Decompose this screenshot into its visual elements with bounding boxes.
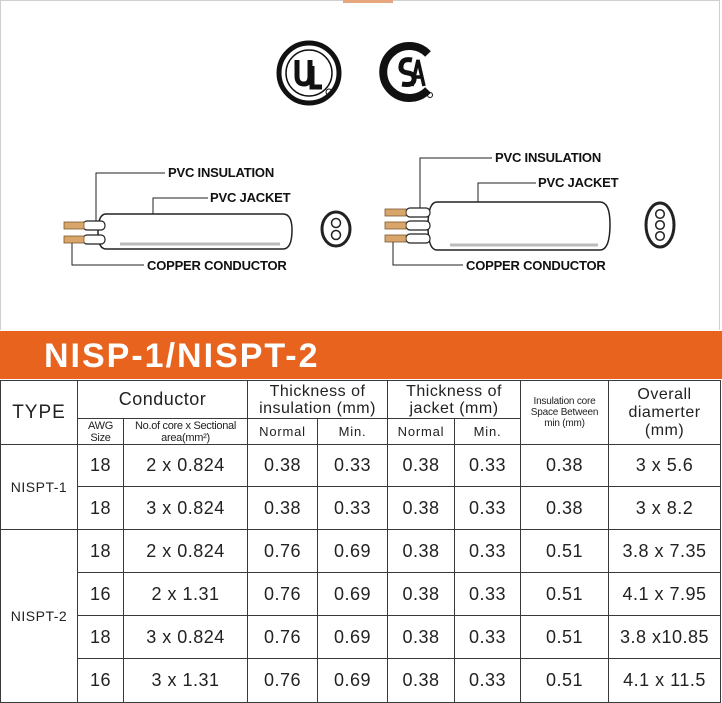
header-awg-line1: AWG <box>88 419 113 432</box>
cell-ins-min: 0.33 <box>318 445 388 487</box>
label-pvc-insulation-left: PVC INSULATION <box>168 165 275 180</box>
header-insulation-min: Min. <box>318 419 388 445</box>
banner-title: NISP-1/NISPT-2 <box>44 337 320 375</box>
cell-ins-normal: 0.38 <box>248 487 318 530</box>
table-row <box>1 573 721 616</box>
header-awg-line2: Size <box>90 431 111 444</box>
spec-table <box>0 380 721 703</box>
cell-jac-min: 0.33 <box>455 616 521 659</box>
cell-jac-min: 0.33 <box>455 487 521 530</box>
cell-jac-normal: 0.38 <box>388 530 455 573</box>
header-space-line2: Space Between <box>530 407 599 418</box>
cell-space: 0.38 <box>521 487 609 530</box>
cell-awg: 18 <box>78 616 124 659</box>
header-overall-line3: (mm) <box>644 421 685 439</box>
header-overall-line1: Overall <box>637 385 692 403</box>
cell-ins-normal: 0.76 <box>248 659 318 703</box>
cell-space: 0.51 <box>521 659 609 703</box>
header-insulation-thickness <box>248 381 388 419</box>
cell-ins-normal: 0.76 <box>248 616 318 659</box>
cell-awg: 16 <box>78 659 124 703</box>
header-jacket-thickness <box>388 381 521 419</box>
label-pvc-insulation-right: PVC INSULATION <box>495 150 602 165</box>
cell-space: 0.51 <box>521 530 609 573</box>
table-row <box>1 487 721 530</box>
cell-cores: 3 x 0.824 <box>124 487 248 530</box>
header-insulation-line2: insulation (mm) <box>259 399 376 417</box>
cell-jac-min: 0.33 <box>455 530 521 573</box>
header-space-line3: min (mm) <box>544 418 585 429</box>
header-jacket-line2: jacket (mm) <box>409 399 499 417</box>
table-row <box>1 659 721 703</box>
header-cores-line1: No.of core x Sectional <box>134 419 236 432</box>
cell-awg: 18 <box>78 530 124 573</box>
header-type: TYPE <box>1 381 78 445</box>
cell-cores: 3 x 0.824 <box>124 616 248 659</box>
cell-space: 0.51 <box>521 616 609 659</box>
label-pvc-jacket-left: PVC JACKET <box>210 190 291 205</box>
cell-space: 0.51 <box>521 573 609 616</box>
cell-ins-normal: 0.76 <box>248 530 318 573</box>
type-cell-nispt-2: NISPT-2 <box>1 530 78 703</box>
header-jacket-line1: Thickness of <box>406 382 502 400</box>
cell-space: 0.38 <box>521 445 609 487</box>
cell-jac-normal: 0.38 <box>388 616 455 659</box>
cell-jac-min: 0.33 <box>455 659 521 703</box>
cell-overall: 3 x 5.6 <box>609 445 721 487</box>
header-space-line1: Insulation core <box>533 396 596 407</box>
cell-cores: 2 x 0.824 <box>124 530 248 573</box>
label-copper-conductor-left: COPPER CONDUCTOR <box>147 258 287 273</box>
cell-ins-min: 0.69 <box>318 573 388 616</box>
header-conductor: Conductor <box>78 381 248 419</box>
cell-cores: 2 x 0.824 <box>124 445 248 487</box>
cell-awg: 16 <box>78 573 124 616</box>
label-pvc-jacket-right: PVC JACKET <box>538 175 619 190</box>
table-row <box>1 530 721 573</box>
cell-ins-min: 0.69 <box>318 530 388 573</box>
cell-jac-normal: 0.38 <box>388 659 455 703</box>
header-awg-size <box>78 419 124 445</box>
cell-ins-min: 0.69 <box>318 616 388 659</box>
cell-overall: 3.8 x 7.35 <box>609 530 721 573</box>
header-cores-line2: area(mm²) <box>161 431 210 444</box>
header-insulation-line1: Thickness of <box>269 382 366 400</box>
right-cable-drawing <box>385 158 674 265</box>
cell-ins-normal: 0.76 <box>248 573 318 616</box>
cell-ins-min: 0.33 <box>318 487 388 530</box>
header-overall-line2: diamerter <box>628 403 701 421</box>
type-cell-nispt-1: NISPT-1 <box>1 445 78 530</box>
cell-cores: 3 x 1.31 <box>124 659 248 703</box>
cell-overall: 4.1 x 11.5 <box>609 659 721 703</box>
header-insulation-normal: Normal <box>248 419 318 445</box>
cell-jac-min: 0.33 <box>455 445 521 487</box>
header-core-spacing <box>521 381 609 445</box>
cell-overall: 4.1 x 7.95 <box>609 573 721 616</box>
cell-jac-normal: 0.38 <box>388 445 455 487</box>
cell-jac-normal: 0.38 <box>388 487 455 530</box>
cell-awg: 18 <box>78 487 124 530</box>
cell-cores: 2 x 1.31 <box>124 573 248 616</box>
cell-ins-normal: 0.38 <box>248 445 318 487</box>
cell-overall: 3 x 8.2 <box>609 487 721 530</box>
table-row <box>1 445 721 487</box>
header-cores-area <box>124 419 248 445</box>
cell-jac-min: 0.33 <box>455 573 521 616</box>
cable-diagrams <box>0 0 722 330</box>
header-jacket-normal: Normal <box>388 419 455 445</box>
cell-jac-normal: 0.38 <box>388 573 455 616</box>
cell-ins-min: 0.69 <box>318 659 388 703</box>
cell-overall: 3.8 x10.85 <box>609 616 721 659</box>
header-overall-diameter <box>609 381 721 445</box>
cell-awg: 18 <box>78 445 124 487</box>
table-row <box>1 616 721 659</box>
header-jacket-min: Min. <box>455 419 521 445</box>
left-cable-drawing <box>64 173 350 265</box>
label-copper-conductor-right: COPPER CONDUCTOR <box>466 258 606 273</box>
